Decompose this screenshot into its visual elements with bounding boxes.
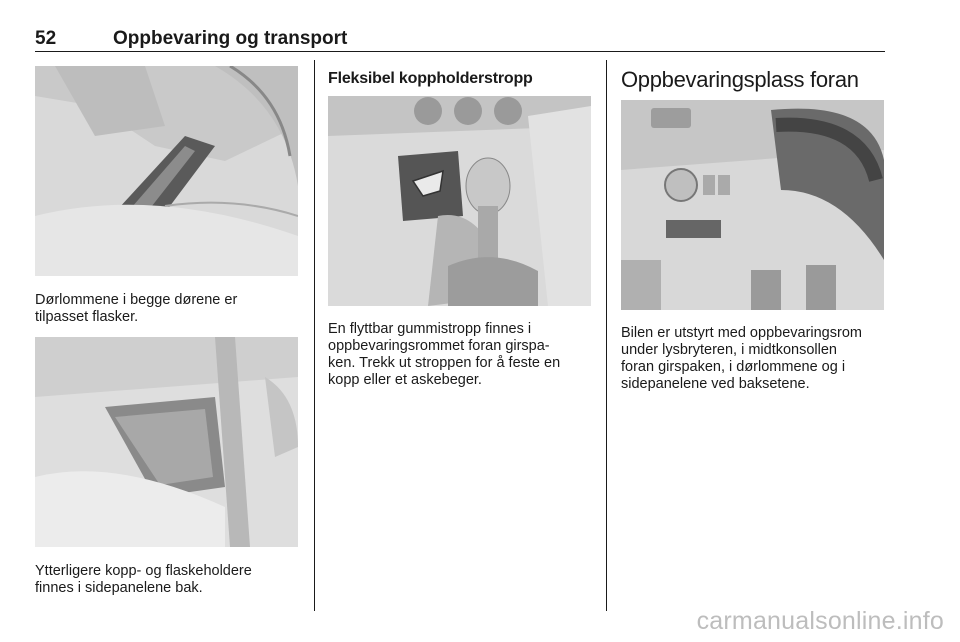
caption-rear-holders: Ytterligere kopp- og flaskeholdere finnes i sidepanelene bak.	[35, 563, 252, 596]
subheading-cup-strap: Fleksibel koppholderstropp	[328, 70, 533, 87]
header-rule	[35, 51, 885, 52]
page-number: 52	[35, 28, 57, 49]
page-header	[35, 28, 885, 52]
caption-door-pockets: Dørlommene i begge dørene er tilpasset flasker.	[35, 292, 238, 325]
rear-side-panel-illustration	[35, 337, 298, 547]
watermark: carmanualsonline.info	[696, 607, 944, 635]
door-pocket-illustration	[35, 66, 298, 276]
column-divider	[314, 60, 315, 611]
section-heading-front-storage: Oppbevaringsplass foran	[621, 67, 859, 92]
column-divider	[606, 60, 607, 611]
body-cup-strap: En flyttbar gummistropp finnes i oppbevaringsrommet foran girspa- ken. Trekk ut stroppen for å feste en kopp eller et askebeger.	[328, 321, 561, 388]
front-storage-illustration	[621, 100, 884, 310]
cup-strap-illustration	[328, 96, 591, 306]
page-title: Oppbevaring og transport	[113, 28, 348, 49]
body-front-storage: Bilen er utstyrt med oppbevaringsrom under lysbryteren, i midtkonsollen foran girspaken, i dørlommene og i sidepanelene ved baksetene.	[621, 325, 862, 392]
